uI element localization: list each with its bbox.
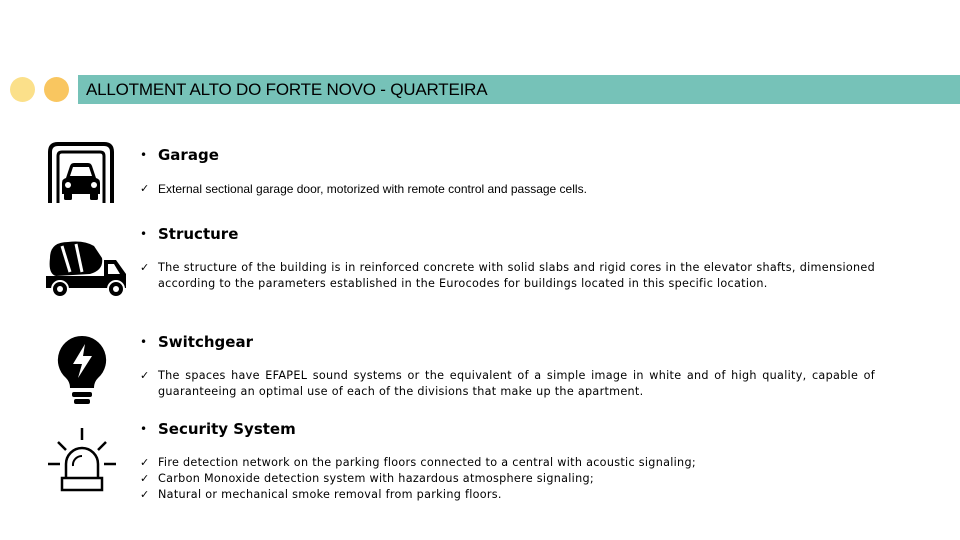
- section-title: Structure: [158, 225, 239, 243]
- item-text: Carbon Monoxide detection system with hazardous atmosphere signaling;: [158, 472, 594, 485]
- checkmark-icon: ✓: [140, 488, 150, 501]
- section-title: Garage: [158, 146, 219, 164]
- list-item: [140, 471, 875, 487]
- bullet-icon: •: [140, 422, 148, 436]
- section-heading-garage: [140, 146, 219, 164]
- title-banner: [78, 75, 960, 104]
- checkmark-icon: ✓: [140, 369, 150, 382]
- item-text: Fire detection network on the parking floors connected to a central with acoustic signaling;: [158, 456, 696, 469]
- alarm-siren-icon: [46, 426, 118, 494]
- page-title: ALLOTMENT ALTO DO FORTE NOVO - QUARTEIRA: [86, 80, 488, 99]
- item-text: The spaces have EFAPEL sound systems or the equivalent of a simple image in white and of high quality, capable of guaranteeing an optimal use of each of the divisions that make up the apartment.: [158, 369, 875, 398]
- checkmark-icon: ✓: [140, 472, 150, 485]
- list-item: [140, 368, 875, 400]
- item-text: External sectional garage door, motorized with remote control and passage cells.: [158, 182, 587, 196]
- list-item: [140, 181, 875, 197]
- security-items-list: [140, 455, 875, 503]
- list-item: [140, 487, 875, 503]
- garage-car-icon: [46, 140, 116, 206]
- checkmark-icon: ✓: [140, 456, 150, 469]
- section-heading-security: [140, 420, 296, 438]
- lightbulb-bolt-icon: [56, 334, 108, 406]
- item-text: Natural or mechanical smoke removal from parking floors.: [158, 488, 502, 501]
- section-title: Switchgear: [158, 333, 253, 351]
- section-heading-switchgear: [140, 333, 253, 351]
- bullet-icon: •: [140, 335, 148, 349]
- section-title: Security System: [158, 420, 296, 438]
- bullet-icon: •: [140, 148, 148, 162]
- checkmark-icon: ✓: [140, 182, 150, 195]
- decorative-dot-light: [10, 77, 35, 102]
- item-text: The structure of the building is in reinforced concrete with solid slabs and rigid cores in the elevator shafts, dimensioned according to the parameters established in the Eurocodes for buildings located in this specific location.: [158, 261, 875, 290]
- list-item: [140, 260, 875, 292]
- list-item: [140, 455, 875, 471]
- concrete-mixer-truck-icon: [44, 236, 130, 298]
- section-heading-structure: [140, 225, 238, 243]
- bullet-icon: •: [140, 227, 148, 241]
- decorative-dot-dark: [44, 77, 69, 102]
- checkmark-icon: ✓: [140, 261, 150, 274]
